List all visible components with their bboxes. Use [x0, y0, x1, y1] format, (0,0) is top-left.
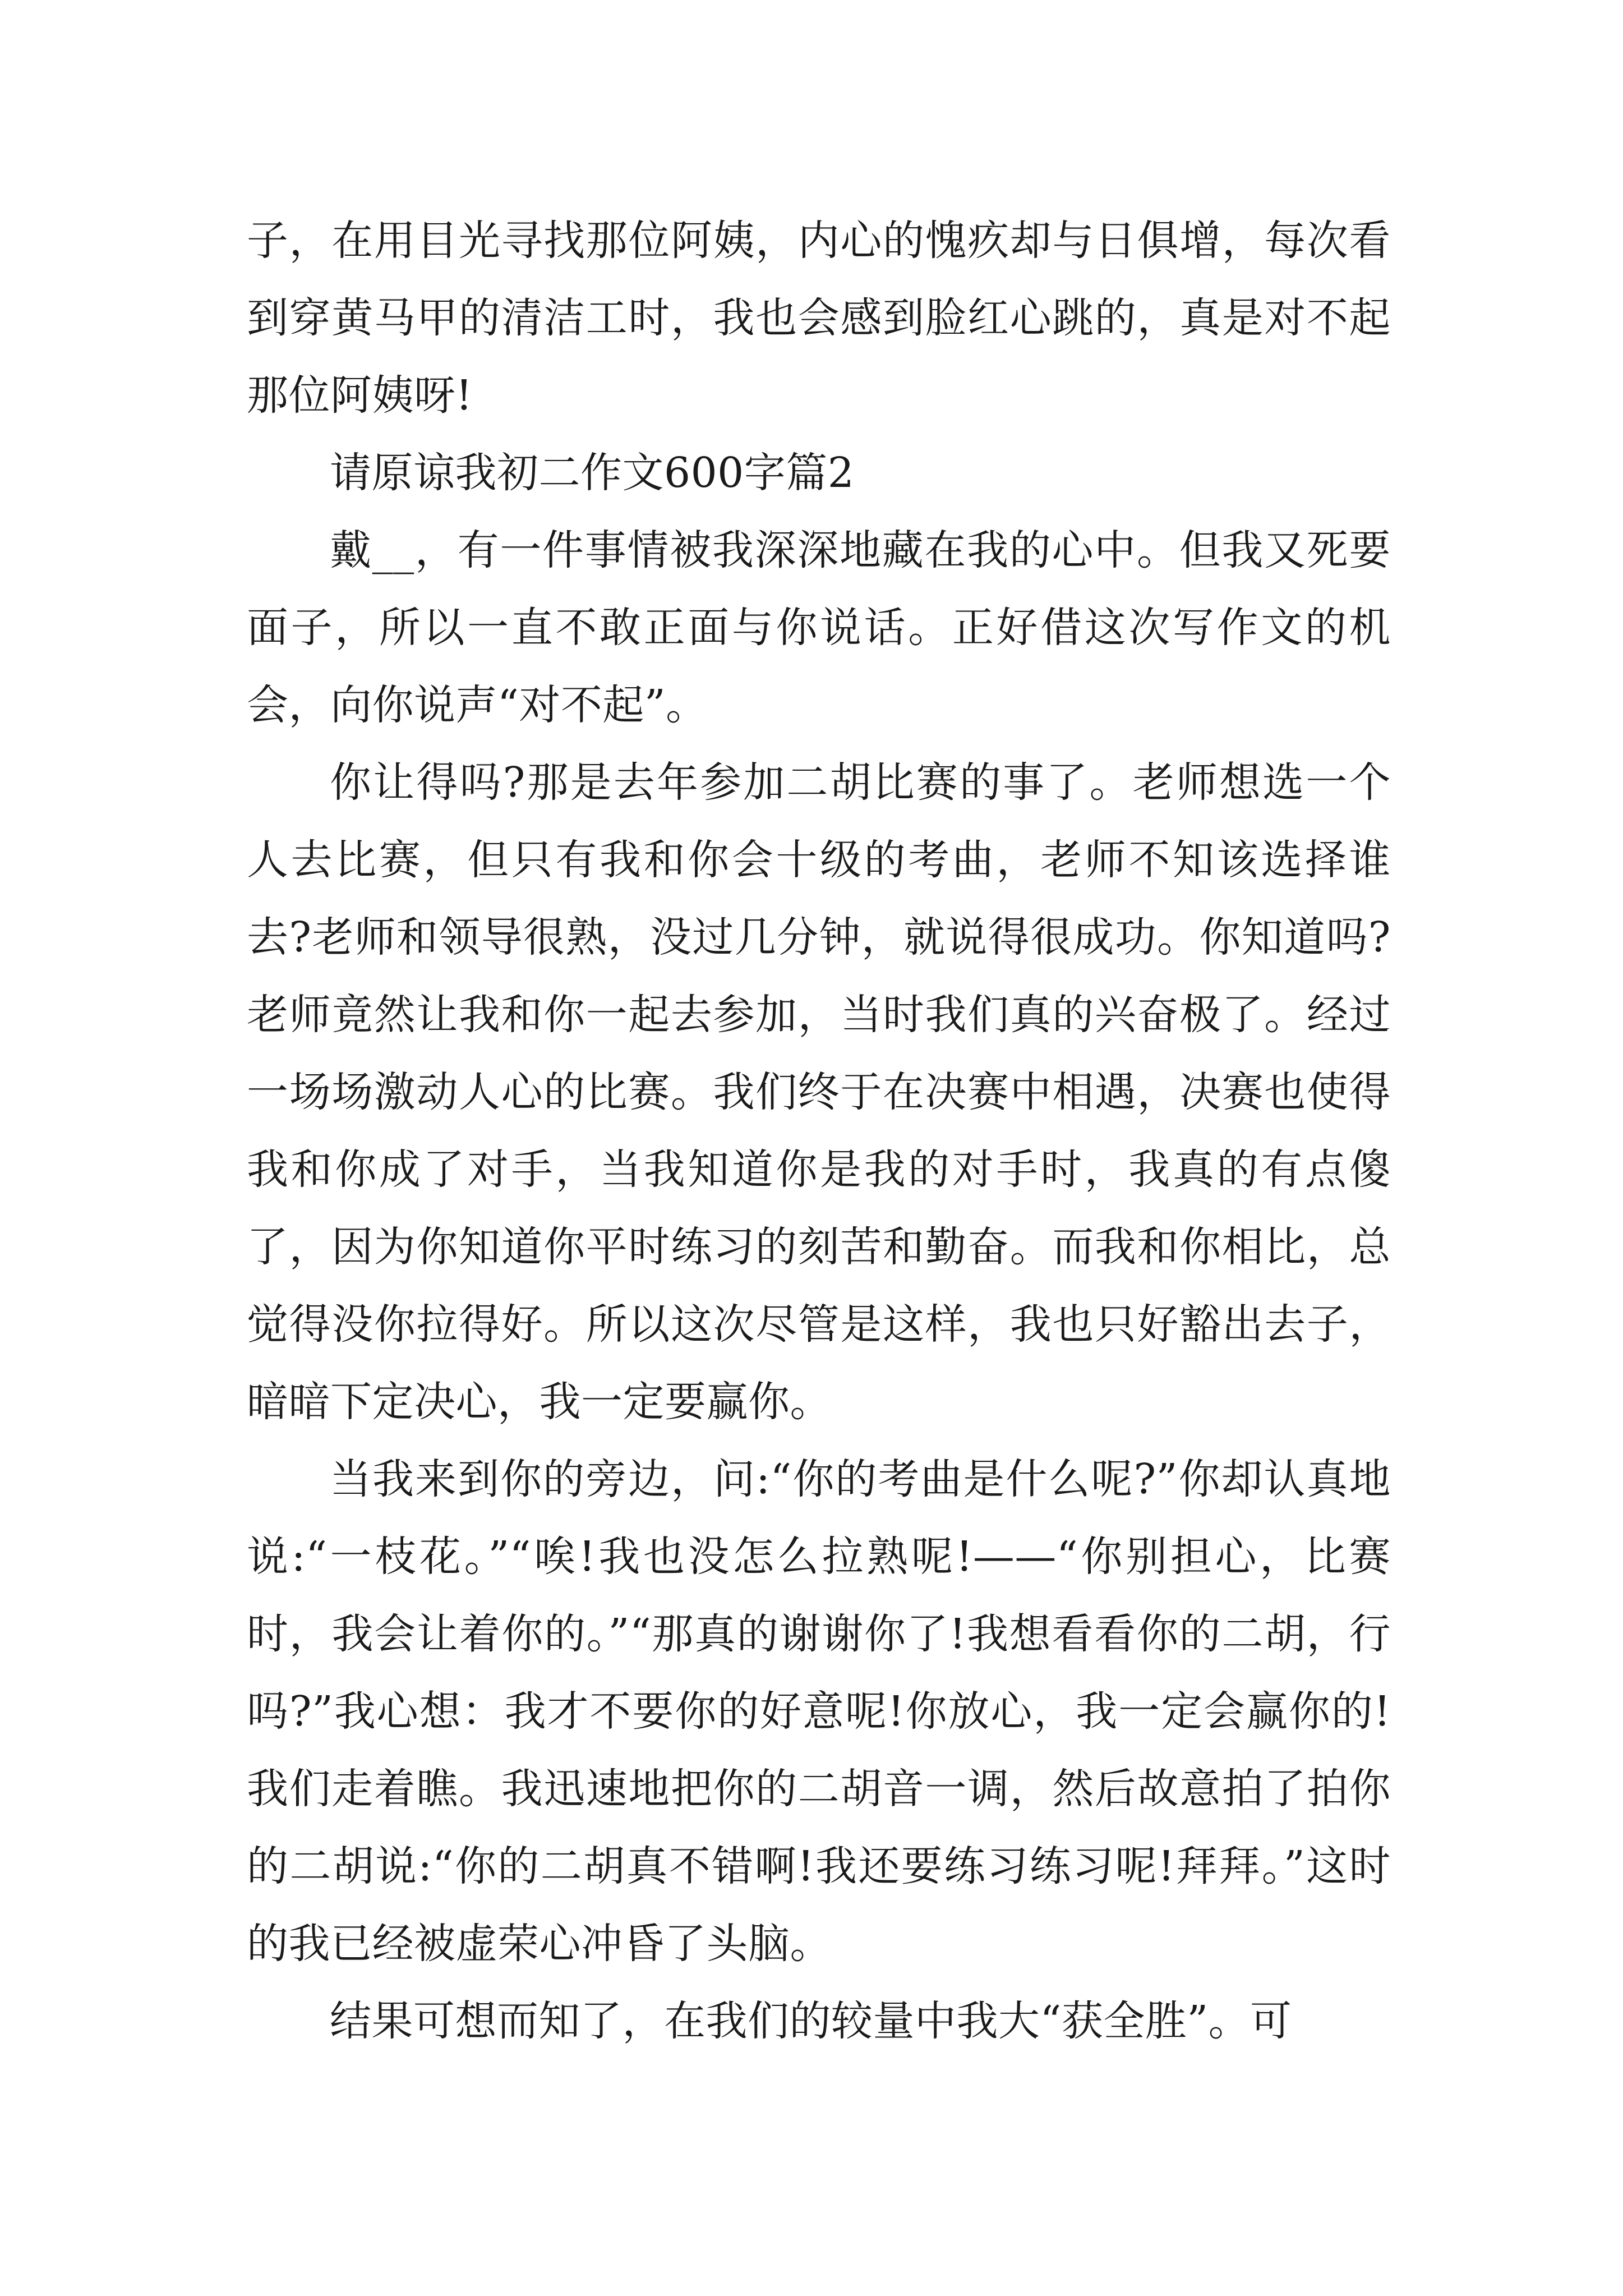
paragraph: 戴__，有一件事情被我深深地藏在我的心中。但我又死要面子，所以一直不敢正面与你说话。正好借这次写作文的机会，向你说声“对不起”。 — [247, 526, 1391, 729]
paragraph: 当我来到你的旁边，问:“你的考曲是什么呢?”你却认真地说:“一枝花。”“唉!我也没怎么拉熟呢!——“你别担心，比赛时，我会让着你的。”“那真的谢谢你了!我想看看你的二胡，行吗?”我心想：我才不要你的好意呢!你放心，我一定会赢你的!我们走着瞧。我迅速地把你的二胡音一调，然后故意拍了拍你的二胡说:“你的二胡真不错啊!我还要练习练习呢!拜拜。”这时的我已经被虚荣心冲昏了头脑。 — [247, 1455, 1391, 1968]
paragraph: 结果可想而知了，在我们的较量中我大“获全胜”。可 — [330, 1997, 1292, 2045]
section-heading: 请原谅我初二作文600字篇2 — [330, 449, 855, 497]
document-body — [247, 202, 1391, 2060]
paragraph-continuation: 子，在用目光寻找那位阿姨，内心的愧疚却与日俱增，每次看到穿黄马甲的清洁工时，我也会感到脸红心跳的，真是对不起那位阿姨呀! — [247, 217, 1391, 420]
paragraph: 你让得吗?那是去年参加二胡比赛的事了。老师想选一个人去比赛，但只有我和你会十级的考曲，老师不知该选择谁去?老师和领导很熟，没过几分钟，就说得很成功。你知道吗?老师竟然让我和你一起去参加，当时我们真的兴奋极了。经过一场场激动人心的比赛。我们终于在决赛中相遇，决赛也使得我和你成了对手，当我知道你是我的对手时，我真的有点傻了，因为你知道你平时练习的刻苦和勤奋。而我和你相比，总觉得没你拉得好。所以这次尽管是这样，我也只好豁出去子，暗暗下定决心，我一定要赢你。 — [247, 758, 1391, 1426]
